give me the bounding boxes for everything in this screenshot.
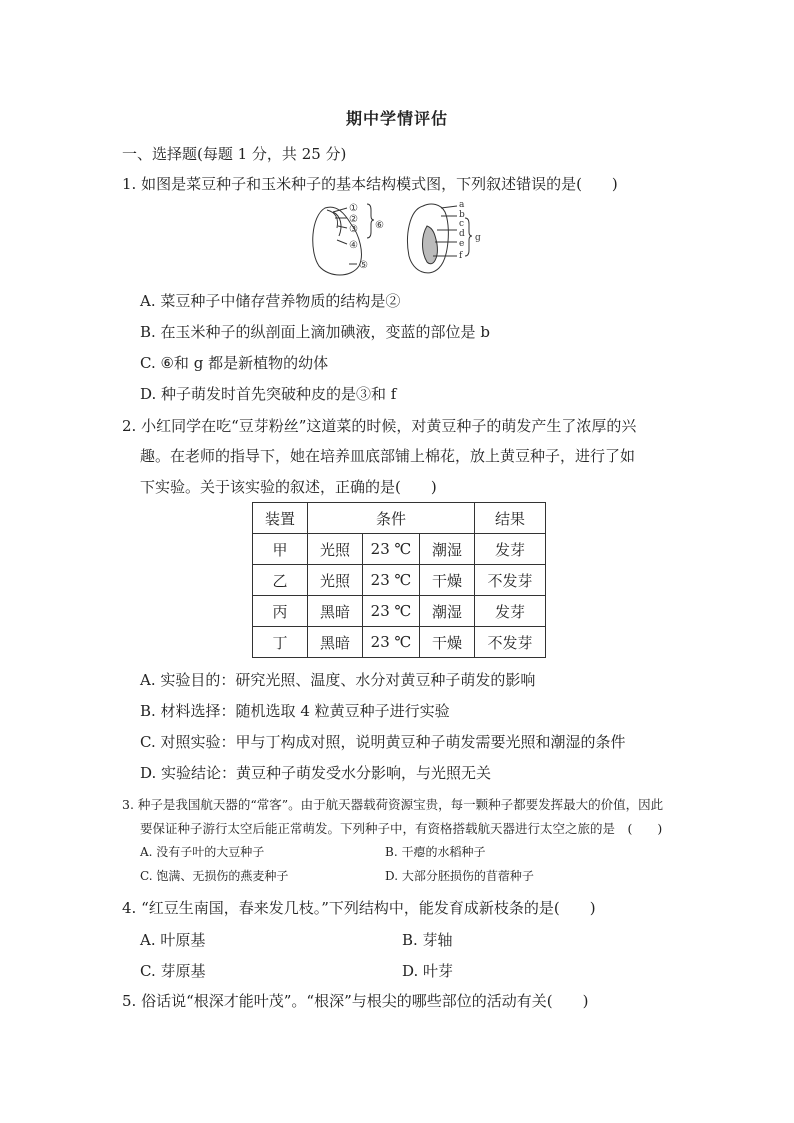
q4-option-c: C. 芽原基 bbox=[140, 962, 206, 980]
q1-option-c: C. ⑥和 g 都是新植物的幼体 bbox=[140, 354, 329, 372]
q5-stem: 5. 俗话说“根深才能叶茂”。“根深”与根尖的哪些部位的活动有关( ) bbox=[122, 992, 589, 1010]
q4-stem: 4. “红豆生南国，春来发几枝。”下列结构中，能发育成新枝条的是( ) bbox=[122, 899, 596, 917]
q2-option-b: B. 材料选择：随机选取 4 粒黄豆种子进行实验 bbox=[140, 702, 450, 720]
table-header: 结果 bbox=[475, 503, 546, 534]
table-row bbox=[253, 565, 546, 596]
q3-option-d: D. 大部分胚损伤的苜蓿种子 bbox=[385, 869, 534, 883]
table-cell: 不发芽 bbox=[475, 627, 546, 658]
bean-label-6: ⑥ bbox=[375, 220, 384, 231]
table-cell: 黑暗 bbox=[308, 596, 363, 627]
q2-stem-line-2: 趣。在老师的指导下，她在培养皿底部铺上棉花，放上黄豆种子，进行了如 bbox=[140, 447, 636, 465]
q4-option-a: A. 叶原基 bbox=[140, 931, 206, 949]
table-cell: 潮湿 bbox=[420, 596, 475, 627]
bean-label-5: ⑤ bbox=[359, 260, 368, 271]
table-cell: 潮湿 bbox=[420, 534, 475, 565]
q2-option-a: A. 实验目的：研究光照、温度、水分对黄豆种子萌发的影响 bbox=[140, 671, 536, 689]
table-cell: 干燥 bbox=[420, 627, 475, 658]
table-header: 条件 bbox=[308, 503, 475, 534]
table-cell: 23 ℃ bbox=[363, 565, 420, 596]
q1-option-d: D. 种子萌发时首先突破种皮的是③和 f bbox=[140, 385, 397, 403]
q1-option-b: B. 在玉米种子的纵剖面上滴加碘液，变蓝的部位是 b bbox=[140, 323, 490, 341]
table-header: 装置 bbox=[253, 503, 308, 534]
corn-label-a: a bbox=[459, 200, 465, 210]
page-title: 期中学情评估 bbox=[345, 109, 448, 128]
bean-label-2: ② bbox=[349, 214, 358, 225]
q4-option-d: D. 叶芽 bbox=[402, 962, 454, 980]
table-header-row bbox=[253, 503, 546, 534]
corn-label-f: f bbox=[459, 251, 463, 261]
q3-stem-line-1: 3. 种子是我国航天器的“常客”。由于航天器载荷资源宝贵，每一颗种子都要发挥最大的价值，因此 bbox=[122, 797, 664, 812]
q4-option-b: B. 芽轴 bbox=[402, 931, 453, 949]
corn-label-e: e bbox=[459, 239, 465, 249]
seed-structure-figure bbox=[305, 196, 495, 281]
table-cell: 甲 bbox=[253, 534, 308, 565]
table-cell: 发芽 bbox=[475, 596, 546, 627]
table-cell: 23 ℃ bbox=[363, 534, 420, 565]
q3-option-c: C. 饱满、无损伤的燕麦种子 bbox=[140, 869, 289, 883]
table-cell: 黑暗 bbox=[308, 627, 363, 658]
table-cell: 丙 bbox=[253, 596, 308, 627]
q2-stem-line-1: 2. 小红同学在吃“豆芽粉丝”这道菜的时候，对黄豆种子的萌发产生了浓厚的兴 bbox=[122, 417, 637, 435]
q2-option-c: C. 对照实验：甲与丁构成对照，说明黄豆种子萌发需要光照和潮湿的条件 bbox=[140, 733, 626, 751]
q2-stem-line-3: 下实验。关于该实验的叙述，正确的是( ) bbox=[140, 478, 437, 496]
table-row bbox=[253, 534, 546, 565]
q1-option-a: A. 菜豆种子中储存营养物质的结构是② bbox=[140, 292, 401, 310]
table-cell: 干燥 bbox=[420, 565, 475, 596]
table-cell: 光照 bbox=[308, 565, 363, 596]
bean-label-1: ① bbox=[349, 203, 358, 214]
corn-label-b: b bbox=[459, 210, 465, 220]
table-cell: 丁 bbox=[253, 627, 308, 658]
experiment-table bbox=[252, 502, 546, 658]
table-row bbox=[253, 627, 546, 658]
table-cell: 不发芽 bbox=[475, 565, 546, 596]
bean-label-4: ④ bbox=[349, 240, 358, 251]
q2-option-d: D. 实验结论：黄豆种子萌发受水分影响，与光照无关 bbox=[140, 764, 492, 782]
q3-option-a: A. 没有子叶的大豆种子 bbox=[140, 845, 265, 859]
section-heading: 一、选择题(每题 1 分，共 25 分) bbox=[122, 145, 347, 163]
corn-label-c: c bbox=[459, 219, 465, 229]
table-cell: 23 ℃ bbox=[363, 627, 420, 658]
q3-option-b: B. 干瘪的水稻种子 bbox=[385, 845, 486, 859]
table-cell: 光照 bbox=[308, 534, 363, 565]
table-cell: 23 ℃ bbox=[363, 596, 420, 627]
q1-stem: 1. 如图是菜豆种子和玉米种子的基本结构模式图，下列叙述错误的是( ) bbox=[122, 175, 618, 193]
corn-label-g: g bbox=[475, 233, 481, 243]
q3-stem-line-2: 要保证种子游行太空后能正常萌发。下列种子中，有资格搭载航天器进行太空之旅的是 ( ) bbox=[140, 821, 663, 836]
table-cell: 发芽 bbox=[475, 534, 546, 565]
corn-label-d: d bbox=[459, 229, 465, 239]
table-cell: 乙 bbox=[253, 565, 308, 596]
table-row bbox=[253, 596, 546, 627]
bean-label-3: ③ bbox=[349, 224, 358, 235]
